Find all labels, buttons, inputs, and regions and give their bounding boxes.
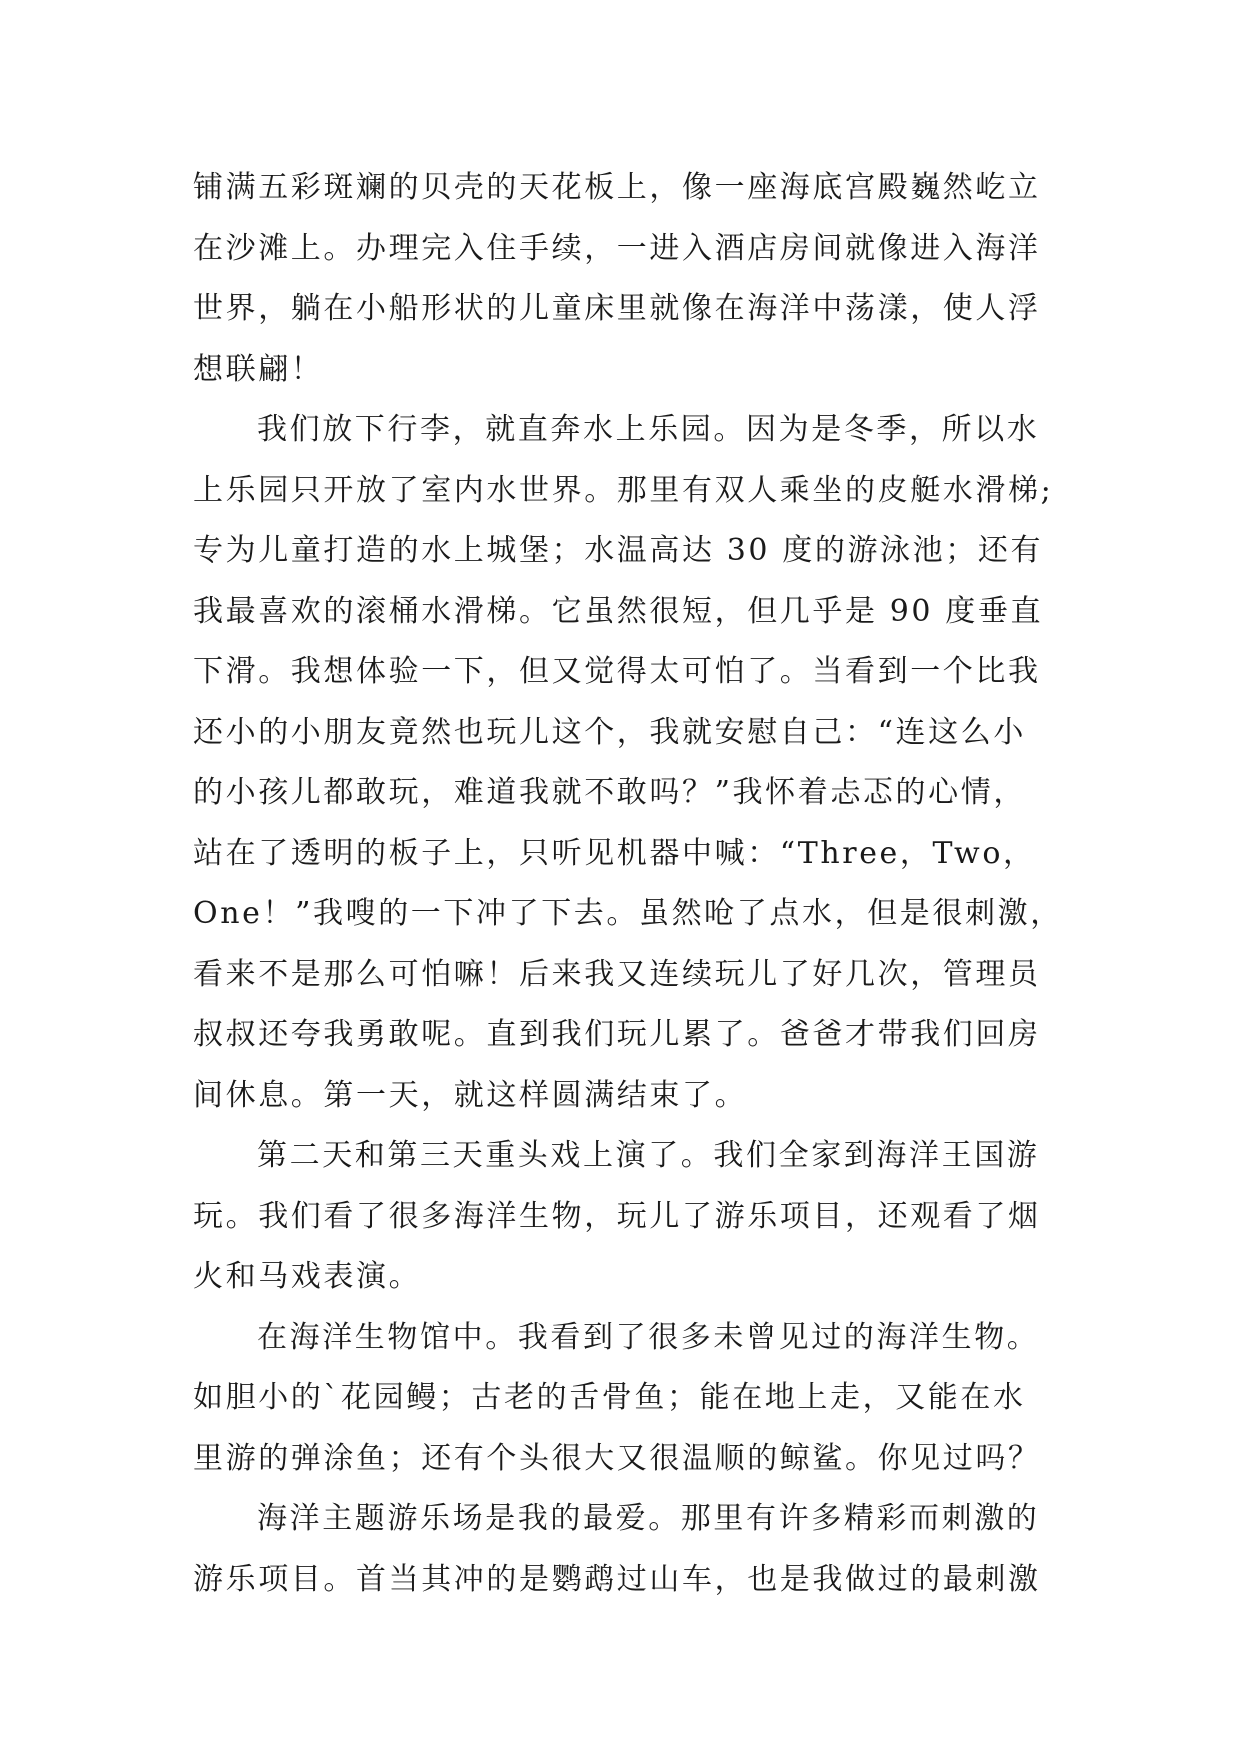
body-text <box>193 158 1063 1610</box>
text-line: 玩。我们看了很多海洋生物，玩儿了游乐项目，还观看了烟 <box>193 1198 1041 1234</box>
text-line: 的小孩儿都敢玩，难道我就不敢吗？”我怀着忐忑的心情， <box>193 775 1026 810</box>
text-line: 站在了透明的板子上，只听见机器中喊：“Three，Two， <box>193 835 1036 871</box>
text-line: One！”我嗖的一下冲了下去。虽然呛了点水，但是很刺激， <box>193 896 1063 931</box>
text-line: 下滑。我想体验一下，但又觉得太可怕了。当看到一个比我 <box>193 654 1041 689</box>
text-line: 上乐园只开放了室内水世界。那里有双人乘坐的皮艇水滑梯; <box>193 472 1054 508</box>
paragraph-first-line: 海洋主题游乐场是我的最爱。那里有许多精彩而刺激的 <box>257 1501 1040 1536</box>
text-line: 还小的小朋友竟然也玩儿这个，我就安慰自己：“连这么小 <box>193 714 1026 750</box>
text-line: 想联翩！ <box>193 351 324 387</box>
text-line: 在沙滩上。办理完入住手续，一进入酒店房间就像进入海洋 <box>193 230 1041 266</box>
text-line: 间休息。第一天，就这样圆满结束了。 <box>193 1077 748 1113</box>
text-line: 火和马戏表演。 <box>193 1259 422 1294</box>
text-line: 叔叔还夸我勇敢呢。直到我们玩儿累了。爸爸才带我们回房 <box>193 1017 1041 1052</box>
text-line: 铺满五彩斑斓的贝壳的天花板上，像一座海底宫殿巍然屹立 <box>193 170 1041 205</box>
text-line: 专为儿童打造的水上城堡；水温高达 30 度的游泳池；还有 <box>193 533 1044 568</box>
text-line: 游乐项目。首当其冲的是鹦鹉过山车，也是我做过的最刺激 <box>193 1561 1041 1597</box>
text-line: 我最喜欢的滚桶水滑梯。它虽然很短，但几乎是 90 度垂直 <box>193 593 1044 629</box>
text-line: 世界，躺在小船形状的儿童床里就像在海洋中荡漾，使人浮 <box>193 291 1041 326</box>
paragraph-first-line: 我们放下行李，就直奔水上乐园。因为是冬季，所以水 <box>257 412 1040 447</box>
text-line: 如胆小的`花园鳗；古老的舌骨鱼；能在地上走，又能在水 <box>193 1380 1026 1415</box>
text-line: 看来不是那么可怕嘛！后来我又连续玩儿了好几次，管理员 <box>193 956 1041 992</box>
text-line: 里游的弹涂鱼；还有个头很大又很温顺的鲸鲨。你见过吗？ <box>193 1440 1041 1476</box>
paragraph-first-line: 在海洋生物馆中。我看到了很多未曾见过的海洋生物。 <box>257 1319 1040 1355</box>
paragraph-first-line: 第二天和第三天重头戏上演了。我们全家到海洋王国游 <box>257 1138 1040 1173</box>
